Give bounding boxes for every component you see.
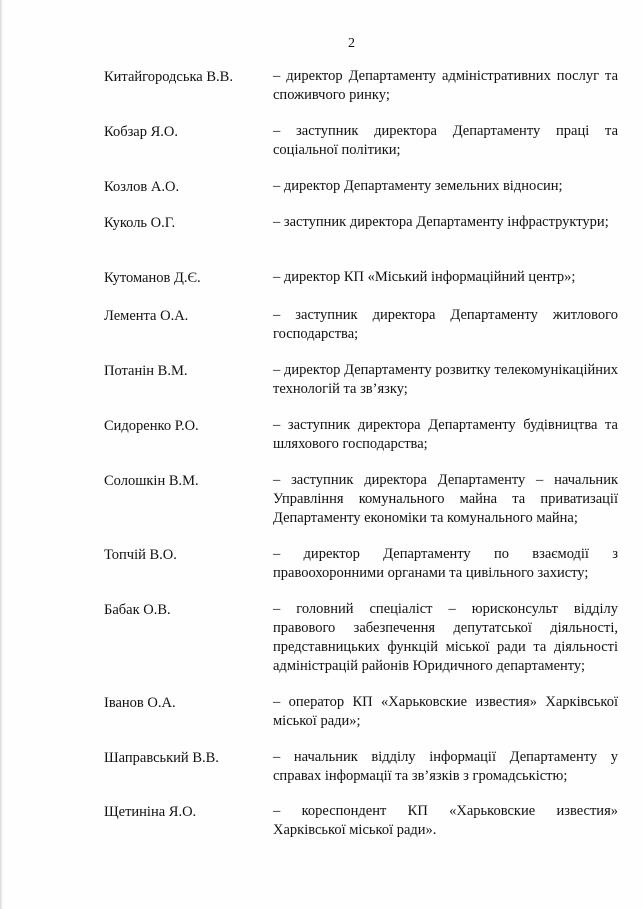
person-name: Кутоманов Д.Є. (104, 270, 201, 286)
person-name: Бабак О.В. (104, 602, 171, 618)
person-name: Китайгородська В.В. (104, 69, 233, 85)
person-name: Лемента О.А. (104, 308, 189, 324)
position-description: – директор Департаменту земельних відносин; (273, 178, 563, 194)
person-name: Іванов О.А. (104, 695, 176, 711)
person-name: Куколь О.Г. (104, 215, 176, 231)
position-description: – оператор КП «Харьковские известия» Харківської міської ради»; (273, 694, 618, 729)
person-name: Шаправський В.В. (104, 750, 219, 766)
person-name: Солошкін В.М. (104, 473, 199, 489)
person-name: Потанін В.М. (104, 363, 188, 379)
position-description: – начальник відділу інформації Департаменту у справах інформації та зв’язків з громадськістю; (273, 749, 618, 784)
position-description: – кореспондент КП «Харьковские известия» Харківської міської ради». (273, 803, 618, 838)
position-description: – директор Департаменту розвитку телекомунікаційних технологій та зв’язку; (273, 362, 618, 397)
position-description: – директор КП «Міський інформаційний центр»; (273, 269, 576, 285)
position-description: – заступник директора Департаменту інфраструктури; (273, 214, 609, 230)
page-number: 2 (348, 36, 355, 51)
position-description: – заступник директора Департаменту праці та соціальної політики; (273, 123, 618, 158)
person-name: Козлов А.О. (104, 179, 180, 195)
person-name: Сидоренко Р.О. (104, 418, 199, 434)
position-description: – заступник директора Департаменту житлового господарства; (273, 307, 618, 342)
page-edge-shadow (0, 0, 3, 909)
position-description: – заступник директора Департаменту будівництва та шляхового господарства; (273, 417, 618, 452)
person-name: Щетиніна Я.О. (104, 804, 197, 820)
person-name: Кобзар Я.О. (104, 124, 179, 140)
position-description: – головний спеціаліст – юрисконсульт відділу правового забезпечення депутатської діяльності, представницьких функцій міської ради та діяльності адміністрацій районів Юридичного департаменту; (273, 601, 618, 674)
position-description: – директор Департаменту по взаємодії з правоохоронними органами та цивільного захисту; (273, 546, 618, 581)
person-name: Топчій В.О. (104, 547, 177, 563)
position-description: – заступник директора Департаменту – начальник Управління комунального майна та приватизації Департаменту економіки та комунального майна; (273, 472, 618, 526)
position-description: – директор Департаменту адміністративних послуг та споживчого ринку; (273, 68, 618, 103)
